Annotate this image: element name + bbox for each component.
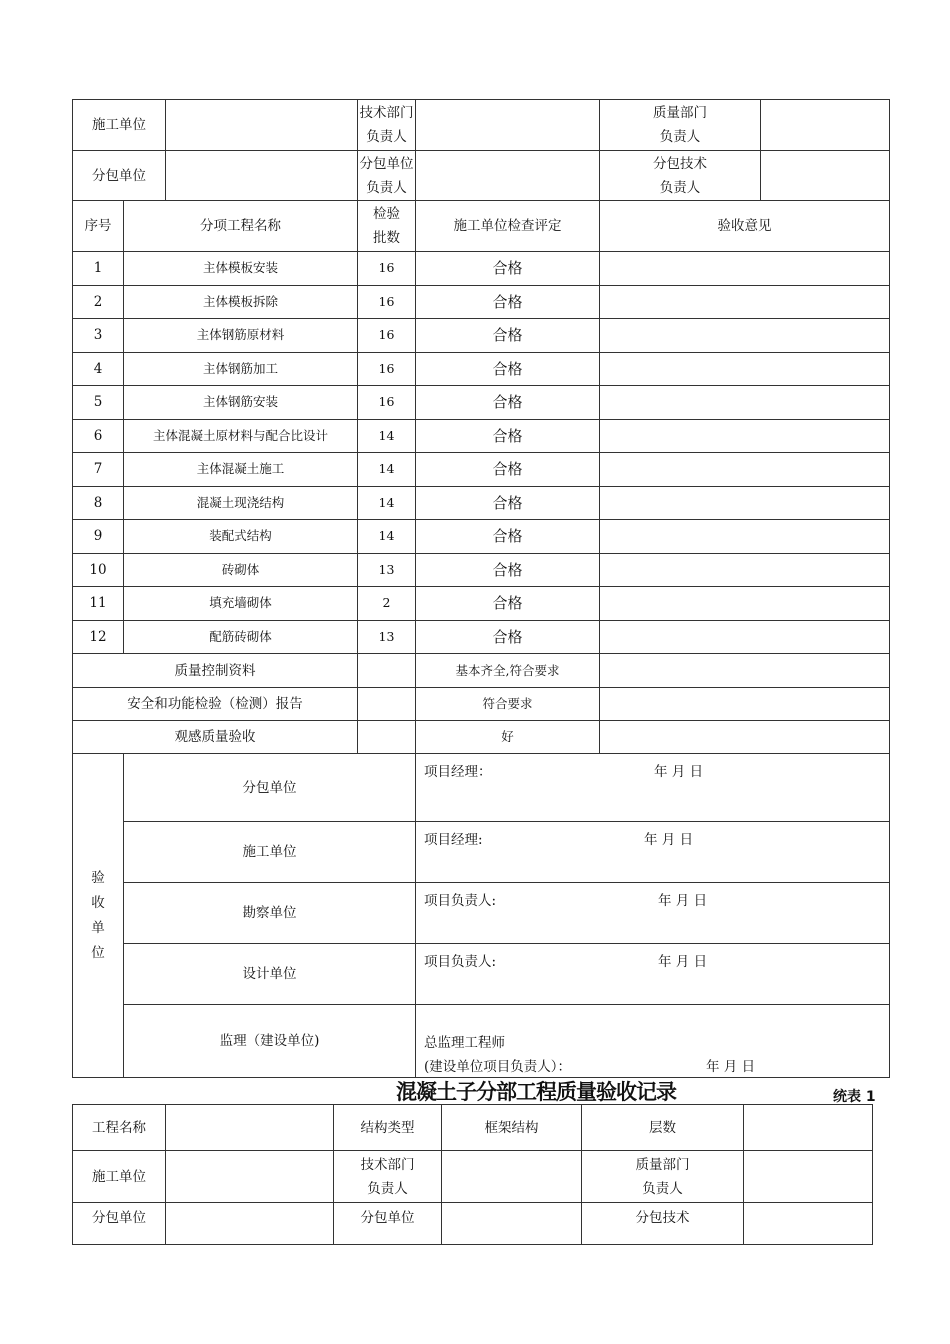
item-row xyxy=(73,453,890,487)
item-name: 混凝土现浇结构 xyxy=(124,486,358,520)
item-batches: 14 xyxy=(358,453,416,487)
summary-check: 基本齐全,符合要求 xyxy=(416,654,600,688)
item-row xyxy=(73,319,890,353)
item-name: 装配式结构 xyxy=(124,520,358,554)
item-batches: 2 xyxy=(358,587,416,621)
item-result: 合格 xyxy=(416,486,600,520)
second-form-table xyxy=(72,1104,873,1245)
item-row xyxy=(73,352,890,386)
item-opinion[interactable] xyxy=(600,453,890,487)
item-row xyxy=(73,252,890,286)
item-result: 合格 xyxy=(416,620,600,654)
signer-label: 项目经理: xyxy=(424,832,483,848)
item-batches: 16 xyxy=(358,386,416,420)
sub-tech-head-line2: 负责人 xyxy=(659,179,701,196)
item-opinion[interactable] xyxy=(600,285,890,319)
quality-dept-line1: 质量部门 xyxy=(653,105,707,121)
acceptance-row-supervisor xyxy=(73,1005,890,1078)
tech-dept-line2: 负责人 xyxy=(366,129,407,145)
summary-batches xyxy=(358,688,416,721)
acceptance-unit: 分包单位 xyxy=(124,754,416,822)
col-check: 施工单位检查评定 xyxy=(416,201,600,252)
item-batches: 16 xyxy=(358,352,416,386)
sign-date: 年 月 日 xyxy=(658,954,708,970)
item-row xyxy=(73,285,890,319)
subcontractor-label: 分包单位 xyxy=(73,151,166,201)
sign-date: 年 月 日 xyxy=(658,893,708,909)
group-char: 单 xyxy=(91,919,105,936)
quality-dept-value[interactable] xyxy=(744,1151,873,1203)
item-opinion[interactable] xyxy=(600,419,890,453)
sub-tech-head-line1: 分包技术 xyxy=(653,155,707,172)
item-batches: 16 xyxy=(358,319,416,353)
sub-tech-label: 分包技术 xyxy=(582,1203,744,1245)
item-name: 主体钢筋安装 xyxy=(124,386,358,420)
project-name-value[interactable] xyxy=(166,1105,334,1151)
item-batches: 16 xyxy=(358,252,416,286)
contractor-value[interactable] xyxy=(166,100,358,151)
sign-date: 年 月 日 xyxy=(654,764,704,780)
item-no: 1 xyxy=(73,252,124,286)
tech-dept-line1: 技术部门 xyxy=(359,105,414,121)
item-batches: 14 xyxy=(358,419,416,453)
signature-cell[interactable] xyxy=(416,1005,890,1078)
contractor-label: 施工单位 xyxy=(73,1151,166,1203)
item-opinion[interactable] xyxy=(600,587,890,621)
form-title: 混凝土子分部工程质量验收记录 xyxy=(396,1080,676,1104)
item-result: 合格 xyxy=(416,352,600,386)
tech-dept-value[interactable] xyxy=(416,100,600,151)
tech-dept-label xyxy=(334,1151,442,1203)
sub-unit-head-value[interactable] xyxy=(416,151,600,201)
acceptance-unit: 设计单位 xyxy=(124,944,416,1005)
item-name: 主体模板安装 xyxy=(124,252,358,286)
item-no: 12 xyxy=(73,620,124,654)
item-name: 配筋砖砌体 xyxy=(124,620,358,654)
summary-check: 好 xyxy=(416,721,600,754)
tech-dept-line2: 负责人 xyxy=(367,1180,408,1197)
item-batches: 13 xyxy=(358,553,416,587)
item-name: 填充墙砌体 xyxy=(124,587,358,621)
quality-dept-value[interactable] xyxy=(761,100,890,151)
col-name: 分项工程名称 xyxy=(124,201,358,252)
quality-dept-line2: 负责人 xyxy=(659,129,701,145)
column-header-row xyxy=(73,201,890,252)
item-no: 4 xyxy=(73,352,124,386)
summary-opinion[interactable] xyxy=(600,721,890,754)
summary-opinion[interactable] xyxy=(600,654,890,688)
item-row xyxy=(73,520,890,554)
continued-label: 统表 1 xyxy=(833,1089,876,1105)
summary-row xyxy=(73,721,890,754)
item-row xyxy=(73,587,890,621)
header-row-subcontractor xyxy=(73,151,890,201)
sub-unit-head-line2: 负责人 xyxy=(366,179,407,196)
sub-unit-head-line1: 分包单位 xyxy=(359,155,414,172)
item-batches: 14 xyxy=(358,520,416,554)
acceptance-unit: 勘察单位 xyxy=(124,883,416,944)
summary-batches xyxy=(358,721,416,754)
quality-dept-line2: 负责人 xyxy=(642,1180,683,1197)
item-batches: 16 xyxy=(358,285,416,319)
subcontractor-value[interactable] xyxy=(166,151,358,201)
signer-label: 项目经理： xyxy=(424,764,492,780)
tech-dept-line1: 技术部门 xyxy=(360,1156,415,1173)
item-name: 主体钢筋原材料 xyxy=(124,319,358,353)
acceptance-table xyxy=(72,99,890,1078)
contractor-label: 施工单位 xyxy=(73,100,166,151)
signature-cell[interactable] xyxy=(416,754,890,822)
item-opinion[interactable] xyxy=(600,520,890,554)
item-result: 合格 xyxy=(416,419,600,453)
col-opinion: 验收意见 xyxy=(600,201,890,252)
group-char: 位 xyxy=(91,944,105,961)
signature-cell[interactable] xyxy=(416,822,890,883)
item-result: 合格 xyxy=(416,285,600,319)
quality-dept-line1: 质量部门 xyxy=(635,1156,690,1173)
quality-dept-label xyxy=(600,100,761,151)
item-rows xyxy=(73,252,890,654)
sub-tech-value[interactable] xyxy=(744,1203,873,1245)
signature-cell[interactable] xyxy=(416,944,890,1005)
supervisor-line1: 总监理工程师 xyxy=(424,1035,505,1051)
contractor-value[interactable] xyxy=(166,1151,334,1203)
col-batches-line2: 批数 xyxy=(373,230,400,246)
sub-unit-head-label xyxy=(358,151,416,201)
item-name: 主体钢筋加工 xyxy=(124,352,358,386)
item-no: 11 xyxy=(73,587,124,621)
summary-row xyxy=(73,688,890,721)
col-batches-line1: 检验 xyxy=(373,206,400,222)
sub-unit-value[interactable] xyxy=(442,1203,582,1245)
item-opinion[interactable] xyxy=(600,553,890,587)
floors-label: 层数 xyxy=(582,1105,744,1151)
item-batches: 13 xyxy=(358,620,416,654)
acceptance-unit: 监理（建设单位) xyxy=(124,1005,416,1078)
signature-cell[interactable] xyxy=(416,883,890,944)
signer-label: 项目负责人: xyxy=(424,954,497,970)
summary-batches xyxy=(358,654,416,688)
item-row xyxy=(73,419,890,453)
item-name: 砖砌体 xyxy=(124,553,358,587)
item-result: 合格 xyxy=(416,386,600,420)
summary-row xyxy=(73,654,890,688)
form2-row-subcontractor xyxy=(73,1203,873,1245)
acceptance-row xyxy=(73,754,890,822)
subcontractor-label: 分包单位 xyxy=(73,1203,166,1245)
col-batches xyxy=(358,201,416,252)
signer-label: 项目负责人: xyxy=(424,893,497,909)
item-result: 合格 xyxy=(416,453,600,487)
item-row xyxy=(73,553,890,587)
quality-dept-label xyxy=(582,1151,744,1203)
subcontractor-value[interactable] xyxy=(166,1203,334,1245)
item-no: 2 xyxy=(73,285,124,319)
item-name: 主体混凝土施工 xyxy=(124,453,358,487)
form2-row-contractor xyxy=(73,1151,873,1203)
acceptance-row xyxy=(73,883,890,944)
item-result: 合格 xyxy=(416,319,600,353)
item-opinion[interactable] xyxy=(600,252,890,286)
item-opinion[interactable] xyxy=(600,352,890,386)
item-opinion[interactable] xyxy=(600,319,890,353)
item-result: 合格 xyxy=(416,587,600,621)
item-result: 合格 xyxy=(416,553,600,587)
form2-row-project xyxy=(73,1105,873,1151)
tech-dept-label xyxy=(358,100,416,151)
header-row-contractor xyxy=(73,100,890,151)
item-no: 8 xyxy=(73,486,124,520)
item-name: 主体模板拆除 xyxy=(124,285,358,319)
col-seq: 序号 xyxy=(73,201,124,252)
acceptance-row xyxy=(73,822,890,883)
item-opinion[interactable] xyxy=(600,620,890,654)
item-result: 合格 xyxy=(416,520,600,554)
sub-tech-head-value[interactable] xyxy=(761,151,890,201)
group-char: 收 xyxy=(91,894,105,911)
item-no: 6 xyxy=(73,419,124,453)
sub-unit-label: 分包单位 xyxy=(334,1203,442,1245)
supervisor-line2: (建设单位项目负责人）： xyxy=(424,1059,572,1075)
item-batches: 14 xyxy=(358,486,416,520)
project-name-label: 工程名称 xyxy=(73,1105,166,1151)
acceptance-unit: 施工单位 xyxy=(124,822,416,883)
sub-tech-head-label xyxy=(600,151,761,201)
item-no: 5 xyxy=(73,386,124,420)
structure-type-value[interactable]: 框架结构 xyxy=(442,1105,582,1151)
item-row xyxy=(73,486,890,520)
item-no: 7 xyxy=(73,453,124,487)
floors-value[interactable] xyxy=(744,1105,873,1151)
item-row xyxy=(73,386,890,420)
item-opinion[interactable] xyxy=(600,386,890,420)
item-name: 主体混凝土原材料与配合比设计 xyxy=(124,419,358,453)
item-no: 10 xyxy=(73,553,124,587)
item-opinion[interactable] xyxy=(600,486,890,520)
sign-date: 年 月 日 xyxy=(644,832,694,848)
summary-label: 观感质量验收 xyxy=(73,721,358,754)
summary-label: 质量控制资料 xyxy=(73,654,358,688)
item-result: 合格 xyxy=(416,252,600,286)
acceptance-row xyxy=(73,944,890,1005)
item-no: 3 xyxy=(73,319,124,353)
group-char: 验 xyxy=(91,869,105,886)
summary-opinion[interactable] xyxy=(600,688,890,721)
acceptance-group-label xyxy=(73,754,124,1078)
sign-date: 年 月 日 xyxy=(706,1059,756,1075)
structure-type-label: 结构类型 xyxy=(334,1105,442,1151)
tech-dept-value[interactable] xyxy=(442,1151,582,1203)
summary-label: 安全和功能检验（检测）报告 xyxy=(73,688,358,721)
item-row xyxy=(73,620,890,654)
item-no: 9 xyxy=(73,520,124,554)
summary-check: 符合要求 xyxy=(416,688,600,721)
